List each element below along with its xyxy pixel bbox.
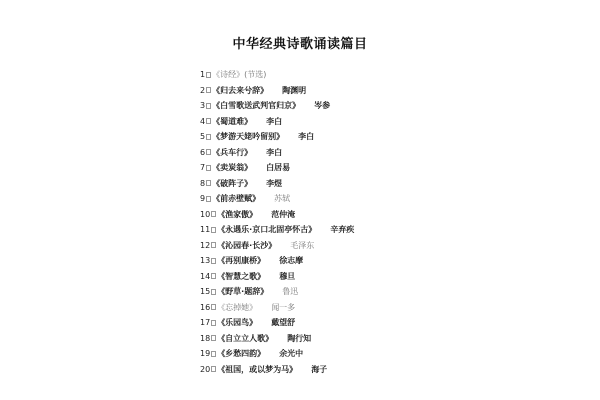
list-item: [200, 284, 354, 300]
poem-title: 《智慧之歌》: [217, 271, 266, 281]
list-item: [200, 129, 354, 145]
poem-author: 闻一多: [271, 302, 296, 312]
separator-icon: [211, 289, 216, 295]
separator-icon: [211, 320, 216, 326]
poem-title: 《忘掉她》: [217, 302, 258, 312]
separator-icon: [206, 118, 211, 124]
poem-author: 陶行知: [287, 333, 312, 343]
separator-icon: [206, 196, 211, 202]
poem-title: 《梦游天姥吟留别》: [212, 132, 285, 141]
item-number: 8: [200, 178, 206, 188]
poem-title: 《再别康桥》: [217, 256, 266, 265]
item-number: 11: [200, 225, 211, 234]
item-number: 1: [200, 70, 206, 79]
poem-author: 陶渊明: [282, 85, 307, 95]
poem-title: 《乡愁四韵》: [217, 349, 266, 358]
poem-title: 《沁园春·长沙》: [217, 240, 277, 250]
separator-icon: [211, 211, 216, 217]
item-number: 20: [200, 364, 211, 374]
list-item: [200, 98, 354, 114]
item-number: 4: [200, 116, 206, 126]
poem-author: 李白: [266, 147, 283, 157]
poem-author: 岑参: [314, 101, 331, 110]
separator-icon: [211, 335, 216, 341]
separator-icon: [211, 366, 216, 372]
poem-title: 《渔家傲》: [217, 209, 258, 219]
separator-icon: [211, 258, 216, 264]
item-number: 10: [200, 209, 211, 219]
poem-list: [200, 67, 354, 377]
poem-title: 《永遇乐·京口北固亭怀古》: [217, 225, 317, 234]
separator-icon: [211, 304, 216, 310]
poem-author: 白居易: [266, 163, 291, 172]
item-number: 16: [200, 302, 211, 312]
poem-title: 《野草·题辞》: [217, 287, 269, 296]
poem-title: 《卖炭翁》: [212, 163, 253, 172]
poem-author: 毛泽东: [290, 240, 315, 250]
page-title: 中华经典诗歌诵读篇目: [232, 37, 368, 52]
list-item: [200, 346, 354, 362]
poem-title: 《兵车行》: [212, 147, 253, 157]
poem-author: 戴望舒: [271, 318, 296, 327]
poem-title: 《自立立人歌》: [217, 333, 274, 343]
list-item: [200, 362, 354, 378]
list-item: [200, 253, 354, 269]
item-number: 19: [200, 349, 211, 358]
list-item: [200, 300, 354, 316]
separator-icon: [211, 273, 216, 279]
separator-icon: [206, 87, 211, 93]
poem-title: 《乐园鸟》: [217, 318, 258, 327]
item-number: 5: [200, 132, 206, 141]
list-item: [200, 315, 354, 331]
item-number: 2: [200, 85, 206, 95]
poem-author: 范仲淹: [271, 209, 296, 219]
item-number: 6: [200, 147, 206, 157]
item-number: 3: [200, 101, 206, 110]
poem-author: 辛弃疾: [330, 225, 355, 234]
separator-icon: [206, 103, 211, 109]
item-number: 7: [200, 163, 206, 172]
item-number: 18: [200, 333, 211, 343]
list-item: [200, 191, 354, 207]
poem-author: 穆旦: [279, 271, 296, 281]
list-item: [200, 207, 354, 223]
item-number: 17: [200, 318, 211, 327]
poem-title: 《归去来兮辞》: [212, 85, 269, 95]
poem-author: 李煜: [266, 178, 283, 188]
separator-icon: [211, 242, 216, 248]
item-number: 13: [200, 256, 211, 265]
separator-icon: [211, 227, 216, 233]
list-item: [200, 67, 354, 83]
poem-title: 《祖国，或以梦为马》: [217, 364, 298, 374]
list-item: [200, 145, 354, 161]
item-number: 15: [200, 287, 211, 296]
poem-title: 《诗经》(节选): [212, 70, 267, 79]
poem-title: 《蜀道难》: [212, 116, 253, 126]
list-item: [200, 176, 354, 192]
item-number: 9: [200, 194, 206, 203]
list-item: [200, 114, 354, 130]
list-item: [200, 160, 354, 176]
list-item: [200, 238, 354, 254]
poem-author: 徐志摩: [279, 256, 304, 265]
item-number: 14: [200, 271, 211, 281]
poem-author: 李白: [298, 132, 315, 141]
poem-title: 《破阵子》: [212, 178, 253, 188]
poem-title: 《白雪歌送武判官归京》: [212, 101, 301, 110]
list-item: [200, 331, 354, 347]
item-number: 12: [200, 240, 211, 250]
poem-author: 鲁迅: [282, 287, 299, 296]
separator-icon: [206, 72, 211, 78]
separator-icon: [206, 134, 211, 140]
separator-icon: [206, 165, 211, 171]
poem-author: 苏轼: [274, 194, 291, 203]
poem-author: 海子: [311, 364, 328, 374]
poem-author: 余光中: [279, 349, 304, 358]
separator-icon: [206, 180, 211, 186]
list-item: [200, 222, 354, 238]
poem-title: 《前赤壁赋》: [212, 194, 261, 203]
separator-icon: [211, 351, 216, 357]
list-item: [200, 83, 354, 99]
poem-author: 李白: [266, 116, 283, 126]
separator-icon: [206, 149, 211, 155]
list-item: [200, 269, 354, 285]
